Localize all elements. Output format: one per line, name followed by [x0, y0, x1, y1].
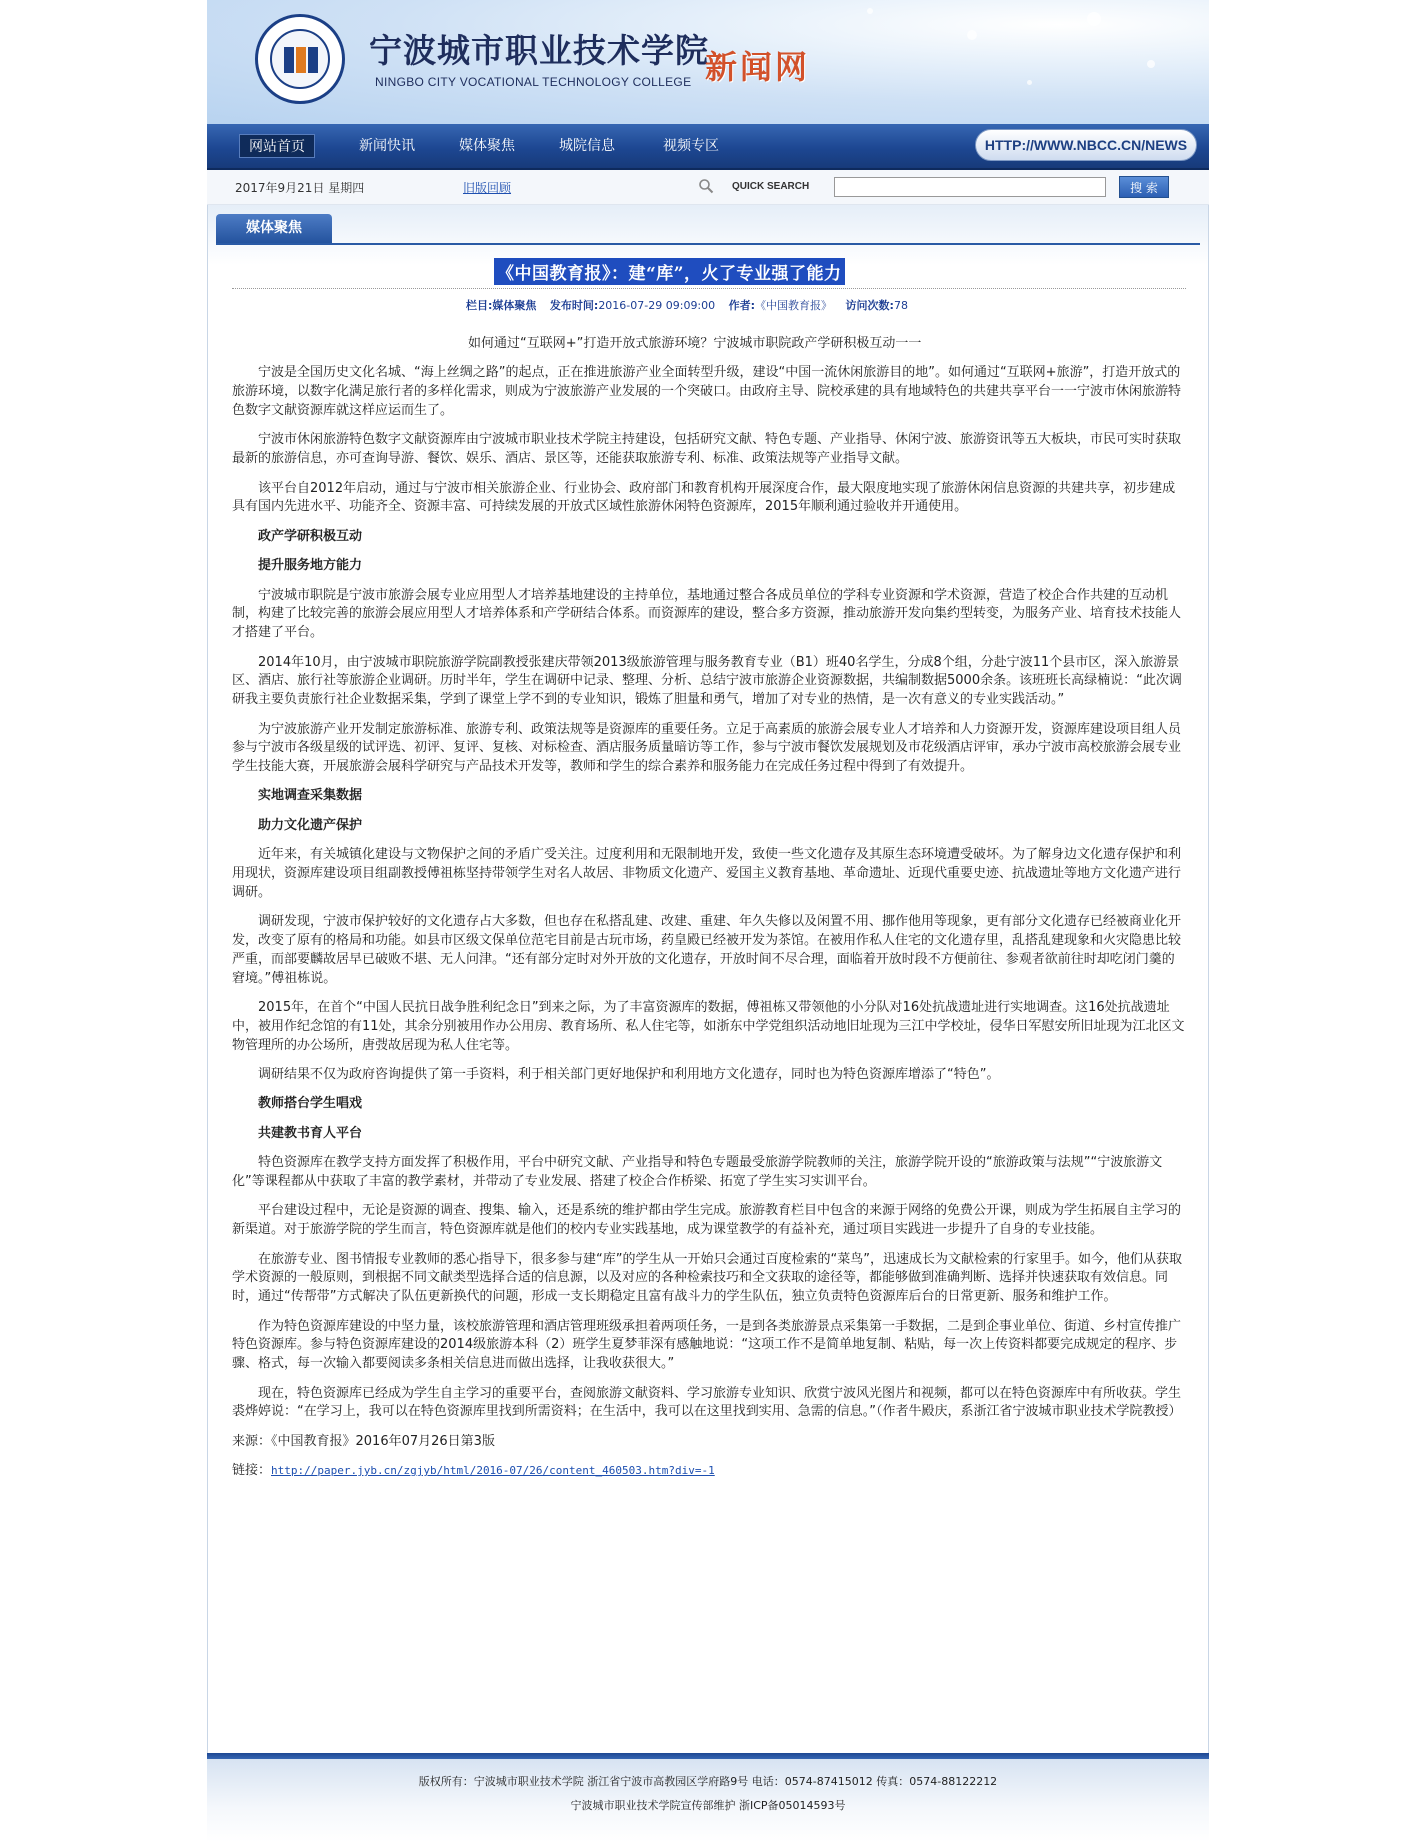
link-label: 链接： — [232, 1463, 272, 1479]
nav-item-news[interactable]: 新闻快讯 — [359, 138, 415, 154]
meta-author — [729, 299, 832, 312]
paragraph: 宁波城市职院是宁波市旅游会展专业应用型人才培养基地建设的主持单位，基地通过整合各成员单位的学科专业资源和学术资源，营造了校企合作共建的互动机制，构建了比较完善的旅游会展应用型人才培养体系和产学研结合体系。而资源库的建设，整合多方资源，推动旅游开发向集约型转变，为服务产业、培育技术技能人才搭建了平台。 — [232, 587, 1182, 641]
paragraph: 2014年10月，由宁波城市职院旅游学院副教授张建庆带领2013级旅游管理与服务教育专业（B1）班40名学生，分成8个组，分赴宁波11个县市区，深入旅游景区、酒店、旅行社等旅游企业调研。历时半年，学生在调研中记录、整理、分析、总结宁波市旅游企业资源数据，共编制数据5000余条。该班班长高绿楠说：“此次调研我主要负责旅行社企业数据采集，学到了课堂上学不到的专业知识，锻炼了胆量和勇气，增加了对专业的热情，是一次有意义的专业实践活动。” — [232, 654, 1182, 708]
site-url-badge[interactable]: HTTP://WWW.NBCC.CN/NEWS — [975, 129, 1197, 161]
sparkle-decoration — [867, 8, 873, 14]
meta-column-value: 媒体聚焦 — [492, 299, 537, 312]
article-source: 来源：《中国教育报》2016年07月26日第3版 — [232, 1433, 495, 1449]
category-divider — [216, 243, 1200, 245]
search-icon — [698, 178, 714, 194]
article-lead: 如何通过“互联网+”打造开放式旅游环境？宁波城市职院政产学研积极互动一一 — [468, 336, 922, 351]
title-divider — [232, 288, 1186, 289]
search-input[interactable] — [834, 177, 1106, 197]
nav-item-home[interactable]: 网站首页 — [239, 134, 315, 158]
nav-item-video[interactable]: 视频专区 — [663, 138, 719, 154]
school-name-en: NINGBO CITY VOCATIONAL TECHNOLOGY COLLEGE — [375, 75, 692, 89]
footer-copyright: 版权所有：宁波城市职业技术学院 浙江省宁波市高教园区学府路9号 电话：0574-87415012 传真：0574-88122212 — [418, 1775, 998, 1788]
section-heading: 助力文化遗产保护 — [258, 817, 363, 833]
meta-visits-value: 78 — [893, 299, 908, 312]
school-name-cn: 宁波城市职业技术学院 — [369, 31, 709, 70]
article-title: 《中国教育报》：建“库”，火了专业强了能力 — [494, 258, 845, 285]
college-logo[interactable] — [255, 14, 345, 104]
header-banner — [207, 0, 1209, 124]
section-heading: 政产学研积极互动 — [258, 528, 363, 544]
meta-visits — [846, 299, 908, 312]
footer-icp: 宁波城市职业技术学院宣传部维护 浙ICP备05014593号 — [570, 1799, 846, 1812]
meta-author-label: 作者: — [728, 299, 756, 312]
meta-visits-label: 访问次数: — [845, 299, 894, 312]
section-heading: 实地调查采集数据 — [258, 788, 363, 804]
sparkle-decoration — [967, 30, 977, 40]
section-heading: 教师搭台学生唱戏 — [258, 1096, 363, 1112]
nav-item-college-info[interactable]: 城院信息 — [559, 138, 615, 154]
meta-column — [466, 299, 536, 312]
meta-time — [550, 299, 715, 312]
paragraph: 2015年，在首个“中国人民抗日战争胜利纪念日”到来之际，为了丰富资源库的数据，傅祖栋又带领他的小分队对16处抗战遗址进行实地调查。这16处抗战遗址中，被用作纪念馆的有11处，其余分别被用作办公用房、教育场所、私人住宅等，如浙东中学党组织活动地旧址现为三江中学校址，侵华日军慰安所旧址现为江北区文物管理所的办公场所，唐弢故居现为私人住宅等。 — [232, 1000, 1185, 1053]
paragraph: 调研结果不仅为政府咨询提供了第一手资料，利于相关部门更好地保护和利用地方文化遗存，同时也为特色资源库增添了“特色”。 — [258, 1067, 1000, 1083]
meta-author-value: 《中国教育报》 — [755, 299, 833, 312]
category-tab[interactable]: 媒体聚焦 — [216, 214, 332, 243]
paragraph: 特色资源库在教学支持方面发挥了积极作用，平台中研究文献、产业指导和特色专题最受旅游学院教师的关注，旅游学院开设的“旅游政策与法规”“宁波旅游文化”等课程都从中获取了丰富的教学素材，并带动了专业发展、搭建了校企合作桥梁、拓宽了学生实习实训平台。 — [232, 1155, 1163, 1189]
article-body — [232, 335, 1186, 1492]
source-link[interactable]: http://paper.jyb.cn/zgjyb/html/2016-07/26/content_460503.htm?div=-1 — [271, 1464, 715, 1478]
paragraph: 该平台自2012年启动，通过与宁波市相关旅游企业、行业协会、政府部门和教育机构开展深度合作，最大限度地实现了旅游休闲信息资源的共建共享，初步建成具有国内先进水平、功能齐全、资源丰富、可持续发展的开放式区域性旅游休闲特色资源库，2015年顺利通过验收并开通使用。 — [232, 480, 1176, 515]
quick-search-label: QUICK SEARCH — [732, 181, 810, 192]
paragraph: 宁波是全国历史文化名城、“海上丝绸之路”的起点，正在推进旅游产业全面转型升级，建设“中国一流休闲旅游目的地”。如何通过“互联网+旅游”，打造开放式的旅游环境，以数字化满足旅行者的多样化需求，则成为宁波旅游产业发展的一个突破口。由政府主导、院校承建的具有地域特色的共建共享平台一一宁波市休闲旅游特色数字文献资源库就这样应运而生了。 — [232, 365, 1182, 418]
old-version-link[interactable]: 旧版回顾 — [463, 181, 512, 195]
paragraph: 近年来，有关城镇化建设与文物保护之间的矛盾广受关注。过度利用和无限制地开发，致使一些文化遗存及其原生态环境遭受破坏。为了解身边文化遗存保护和利用现状，资源库建设项目组副教授傅祖栋坚持带领学生对名人故居、非物质文化遗产、爱国主义教育基地、革命遗址、近现代重要史迹、抗战遗址等地方文化遗产进行调研。 — [232, 847, 1182, 900]
paragraph: 作为特色资源库建设的中坚力量，该校旅游管理和酒店管理班级承担着两项任务，一是到各类旅游景点采集第一手数据，二是到企事业单位、街道、乡村宣传推广特色资源库。参与特色资源库建设的2014级旅游本科（2）班学生夏梦菲深有感触地说：“这项工作不是简单地复制、粘贴，每一次上传资料都要完成规定的程序、步骤、格式，每一次输入都要阅读多条相关信息进而做出选择，让我收获很大。” — [232, 1318, 1182, 1372]
sparkle-decoration — [1087, 12, 1101, 26]
section-heading: 提升服务地方能力 — [258, 558, 363, 574]
meta-time-label: 发布时间: — [549, 299, 599, 312]
sparkle-decoration — [1027, 80, 1032, 85]
sparkle-decoration — [1147, 60, 1155, 68]
paragraph: 调研发现，宁波市保护较好的文化遗存占大多数，但也存在私搭乱建、改建、重建、年久失修以及闲置不用、挪作他用等现象，更有部分文化遗存已经被商业化开发，改变了原有的格局和功能。如县市区级文保单位范宅目前是古玩市场，药皇殿已经被开发为茶馆。在被用作私人住宅的文化遗存里，乱搭乱建现象和火灾隐患比较严重，而部要麟故居早已破败不堪、无人问津。“还有部分定时对外开放的文化遗存，开放时间不尽合理，面临着开放时段不方便前往、参观者欲前往时却吃闭门羹的窘境。”傅祖栋说。 — [232, 914, 1182, 986]
info-bar — [207, 170, 1209, 205]
meta-column-label: 栏目: — [466, 299, 493, 312]
article-meta — [466, 297, 918, 313]
nav-item-media[interactable]: 媒体聚焦 — [459, 138, 515, 154]
meta-time-value: 2016-07-29 09:09:00 — [598, 299, 716, 312]
content-panel — [207, 205, 1209, 1753]
article-link-row — [232, 1462, 1186, 1481]
search-button[interactable]: 搜 索 — [1119, 176, 1169, 198]
section-heading: 共建教书育人平台 — [258, 1125, 363, 1141]
paragraph: 为宁波旅游产业开发制定旅游标准、旅游专利、政策法规等是资源库的重要任务。立足于高素质的旅游会展专业人才培养和人力资源开发，资源库建设项目组人员参与宁波市各级星级的试评选、初评、复评、复核、对标检查、酒店服务质量暗访等工作，参与宁波市餐饮发展规划及市花级酒店评审，承办宁波市高校旅游会展专业学生技能大赛，开展旅游会展科学研究与产品技术开发等，教师和学生的综合素养和服务能力在完成任务过程中得到了有效提升。 — [232, 721, 1182, 775]
logo-mark-icon — [284, 47, 318, 73]
paragraph: 平台建设过程中，无论是资源的调查、搜集、输入，还是系统的维护都由学生完成。旅游教育栏目中包含的来源于网络的免费公开课，则成为学生拓展自主学习的新渠道。对于旅游学院的学生而言，特色资源库就是他们的校内专业实践基地，成为课堂教学的有益补充，通过项目实践进一步提升了自身的专业技能。 — [232, 1203, 1182, 1238]
paragraph: 现在，特色资源库已经成为学生自主学习的重要平台，查阅旅游文献资料、学习旅游专业知识、欣赏宁波风光图片和视频，都可以在特色资源库中有所收获。学生裘烨婷说：“在学习上，我可以在特色资源库里找到所需资料；在生活中，我可以在这里找到实用、急需的信息。”（作者牛殿庆，系浙江省宁波城市职业技术学院教授） — [232, 1385, 1182, 1420]
paragraph: 在旅游专业、图书情报专业教师的悉心指导下，很多参与建“库”的学生从一开始只会通过百度检索的“菜鸟”，迅速成长为文献检索的行家里手。如今，他们从获取学术资源的一般原则，到根据不同文献类型选择合适的信息源，以及对应的各种检索技巧和全文获取的途径等，都能够做到准确判断、选择并快速获取有效信息。同时，通过“传帮带”方式解决了队伍更新换代的问题，形成一支长期稳定且富有战斗力的学生队伍，独立负责特色资源库后台的日常更新、服务和维护工作。 — [232, 1251, 1182, 1305]
footer — [207, 1759, 1209, 1842]
paragraph: 宁波市休闲旅游特色数字文献资源库由宁波城市职业技术学院主持建设，包括研究文献、特色专题、产业指导、休闲宁波、旅游资讯等五大板块，市民可实时获取最新的旅游信息，亦可查询导游、餐饮、娱乐、酒店、景区等，还能获取旅游专利、标准、政策法规等产业指导文献。 — [232, 432, 1182, 467]
current-date: 2017年9月21日 星期四 — [235, 181, 365, 195]
site-name: 新闻网 — [705, 48, 811, 86]
